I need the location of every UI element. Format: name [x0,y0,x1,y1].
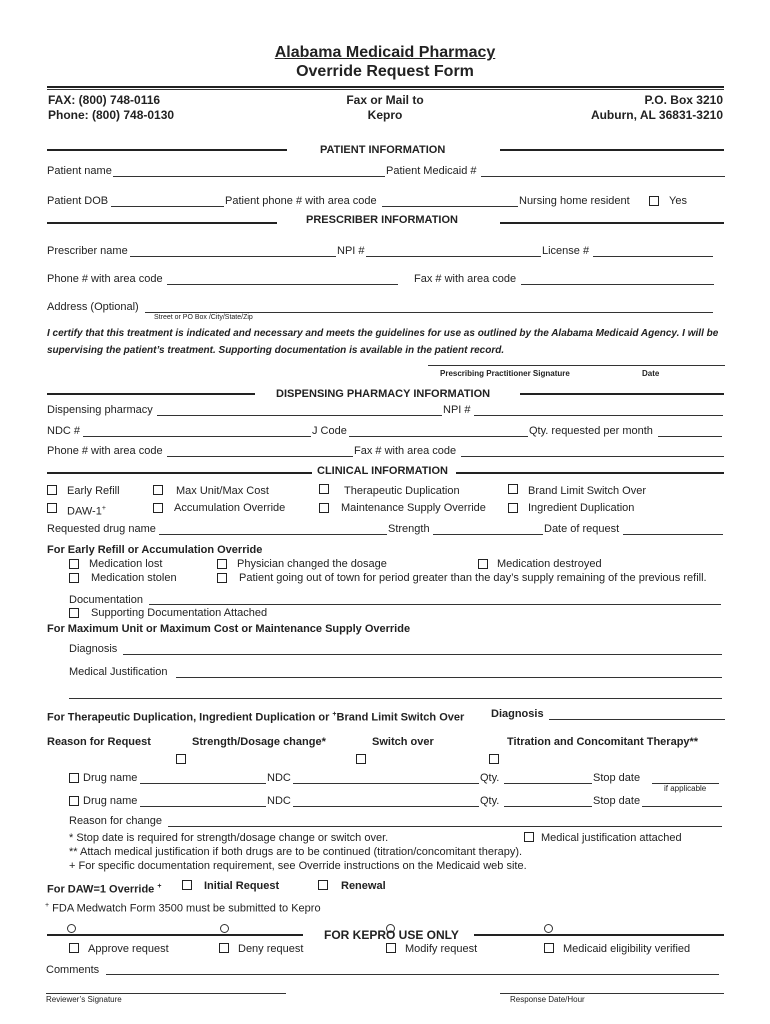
brand-limit-label: Brand Limit Switch Over [528,485,646,497]
prescriber-name-label: Prescriber name [47,245,128,257]
dispensing-npi-field[interactable] [474,415,723,416]
title-line2: Override Request Form [296,63,474,80]
ingredient-dup-label: Ingredient Duplication [528,502,635,514]
therapeutic-section-title [47,708,464,725]
drug-name-2-checkbox[interactable] [69,796,79,806]
ndc-1-label: NDC [267,772,291,784]
section-rule-left [47,149,287,151]
daw1-text: DAW-1 [67,505,102,518]
out-of-town-checkbox[interactable] [217,573,227,583]
comments-field[interactable] [106,974,719,975]
modify-checkbox[interactable] [386,943,396,953]
kepro-section-title: FOR KEPRO USE ONLY [324,928,459,942]
section-rule-right [500,149,724,151]
reason-for-request-label: Reason for Request [47,736,151,748]
section-rule-right [500,222,724,224]
po-box: P.O. Box 3210 [644,93,723,107]
early-refill-label: Early Refill [67,485,120,497]
patient-name-field[interactable] [113,176,385,177]
switch-over-label: Switch over [372,736,434,748]
city-state-zip: Auburn, AL 36831-3210 [590,108,723,122]
radio-marker [544,924,553,933]
patient-section-title: PATIENT INFORMATION [320,144,446,156]
approve-checkbox[interactable] [69,943,79,953]
prescriber-section-title: PRESCRIBER INFORMATION [306,214,458,226]
prescriber-signature-field[interactable] [428,365,725,366]
nursing-home-yes-label: Yes [669,195,687,207]
daw-title-text: For DAW=1 Override [47,883,155,896]
section-rule-right [520,393,724,395]
section-rule-left [47,222,277,224]
prescriber-phone-field[interactable] [167,284,398,285]
section-rule-right [456,472,724,474]
ndc-2-field[interactable] [293,806,479,807]
therapeutic-title-text: For Therapeutic Duplication, Ingredient Duplication or [47,711,330,724]
ndc-field[interactable] [83,436,311,437]
qty-2-field[interactable] [504,806,592,807]
dispensing-pharmacy-label: Dispensing pharmacy [47,404,153,416]
qty-1-label: Qty. [480,772,500,784]
certification-text [47,325,718,359]
titration-label: Titration and Concomitant Therapy** [507,736,699,748]
qty-per-month-field[interactable] [658,436,722,437]
therapeutic-dup-checkbox[interactable] [319,484,329,494]
response-date-label: Response Date/Hour [510,995,585,1004]
out-of-town-label: Patient going out of town for period greater than the day’s supply remaining of the previous refill. [239,572,707,584]
prescriber-name-field[interactable] [130,256,336,257]
ingredient-dup-checkbox[interactable] [508,503,518,513]
drug-name-2-label: Drug name [83,795,138,807]
medical-justification-label: Medical Justification [69,666,168,678]
dosage-changed-checkbox[interactable] [217,559,227,569]
modify-label: Modify request [405,943,478,955]
drug-name-1-checkbox[interactable] [69,773,79,783]
address-hint: Street or PO Box /City/State/Zip [154,314,253,321]
max-unit-section-title: For Maximum Unit or Maximum Cost or Maintenance Supply Override [47,623,411,635]
nursing-home-yes-checkbox[interactable] [649,196,659,206]
certify-line1: I certify that this treatment is indicated and necessary and meets the guidelines for use as outlined by the Alabama Medicaid Agency. I will be [47,328,719,339]
fax-number: FAX: (800) 748-0116 [48,93,161,107]
dosage-changed-label: Physician changed the dosage [237,558,387,570]
kepro-label: Kepro [367,108,403,122]
titration-checkbox[interactable] [489,754,499,764]
response-date-field[interactable] [500,993,724,994]
strength-change-checkbox[interactable] [176,754,186,764]
fda-note [45,899,321,916]
initial-request-label: Initial Request [204,880,280,892]
date-of-request-label: Date of request [544,523,620,535]
dispensing-npi-label: NPI # [443,404,471,416]
med-justification-label: Medical justification attached [541,832,682,844]
medication-destroyed-checkbox[interactable] [478,559,488,569]
address-field[interactable] [145,312,713,313]
medical-justification-field-2[interactable] [69,698,722,699]
ndc-label: NDC # [47,425,81,437]
daw-section-title [47,880,161,897]
comments-label: Comments [46,964,100,976]
date-of-request-field[interactable] [623,534,723,535]
header-rule [47,86,724,88]
patient-medicaid-label: Patient Medicaid # [386,165,477,177]
qty-per-month-label: Qty. requested per month [529,425,653,437]
prescriber-npi-field[interactable] [366,256,541,257]
patient-medicaid-field[interactable] [481,176,725,177]
therapeutic-title-mark: + [332,711,337,718]
therapeutic-dup-label: Therapeutic Duplication [344,485,460,497]
clinical-section-title: CLINICAL INFORMATION [317,465,448,477]
strength-change-label: Strength/Dosage change* [192,736,326,748]
stop-date-2-label: Stop date [593,795,641,807]
deny-checkbox[interactable] [219,943,229,953]
jcode-field[interactable] [349,436,528,437]
section-rule-left [47,934,303,936]
header-rule-thin [47,89,724,90]
patient-phone-label: Patient phone # with area code [225,195,377,207]
renewal-label: Renewal [341,880,386,892]
prescriber-phone-label: Phone # with area code [47,273,163,285]
section-rule-left [47,472,312,474]
medication-stolen-checkbox[interactable] [69,573,79,583]
max-unit-label: Max Unit/Max Cost [176,485,269,497]
reason-for-change-field[interactable] [168,826,722,827]
fax-or-mail-label: Fax or Mail to [346,93,424,107]
stop-date-2-field[interactable] [642,806,722,807]
prescriber-npi-label: NPI # [337,245,365,257]
qty-1-field[interactable] [504,783,592,784]
med-justification-checkbox[interactable] [524,832,534,842]
pharmacy-phone-label: Phone # with area code [47,445,163,457]
nursing-home-label: Nursing home resident [519,195,630,207]
medication-stolen-label: Medication stolen [91,572,177,584]
patient-dob-label: Patient DOB [47,195,109,207]
daw1-label [67,502,106,519]
pharmacy-phone-field[interactable] [167,456,353,457]
prescriber-fax-field[interactable] [521,284,714,285]
patient-name-label: Patient name [47,165,112,177]
renewal-checkbox[interactable] [318,880,328,890]
strength-field[interactable] [433,534,543,535]
therapeutic-title-end: Brand Limit Switch Over [336,711,465,724]
daw-title-mark: + [157,883,162,890]
fda-mark: + [45,902,50,909]
radio-marker [220,924,229,933]
medication-lost-label: Medication lost [89,558,163,570]
ndc-2-label: NDC [267,795,291,807]
requested-drug-field[interactable] [159,534,387,535]
contact-block [48,93,174,123]
reviewer-signature-label: Reviewer’s Signature [46,995,122,1004]
certify-line2: supervising the patient’s treatment. Supporting documentation is available in the patient record. [47,345,505,356]
diagnosis-field[interactable] [123,654,722,655]
medication-lost-checkbox[interactable] [69,559,79,569]
medical-justification-field[interactable] [176,677,722,678]
note-stop-date: * Stop date is required for strength/dosage change or switch over. [69,832,389,844]
date-label: Date [642,369,660,378]
phone-number: Phone: (800) 748-0130 [48,108,175,122]
reviewer-signature-field[interactable] [46,993,286,994]
eligibility-label: Medicaid eligibility verified [563,943,691,955]
brand-limit-checkbox[interactable] [508,484,518,494]
if-applicable-note: if applicable [664,784,707,793]
jcode-label: J Code [312,425,347,437]
dispensing-section-title: DISPENSING PHARMACY INFORMATION [276,388,491,400]
daw1-mark: + [101,505,106,512]
license-field[interactable] [593,256,713,257]
documentation-field[interactable] [149,604,721,605]
section-rule-left [47,393,255,395]
early-refill-section-title: For Early Refill or Accumulation Override [47,544,263,556]
pharmacy-fax-field[interactable] [461,456,724,457]
maintenance-checkbox[interactable] [319,503,329,513]
patient-dob-field[interactable] [111,206,224,207]
note-attach-justification: ** Attach medical justification if both drugs are to be continued (titration/concomitant therapy). [69,846,523,858]
therapeutic-diagnosis-field[interactable] [549,719,725,720]
drug-name-2-field[interactable] [140,806,266,807]
diagnosis-label: Diagnosis [69,643,118,655]
fda-note-text: FDA Medwatch Form 3500 must be submitted to Kepro [52,902,321,915]
therapeutic-diagnosis-label: Diagnosis [491,708,544,720]
title-line1: Alabama Medicaid Pharmacy [274,44,496,61]
ndc-1-field[interactable] [293,783,479,784]
medication-destroyed-label: Medication destroyed [497,558,602,570]
documentation-label: Documentation [69,594,143,606]
license-label: License # [542,245,590,257]
approve-label: Approve request [88,943,169,955]
supporting-doc-checkbox[interactable] [69,608,79,618]
qty-2-label: Qty. [480,795,500,807]
eligibility-checkbox[interactable] [544,943,554,953]
daw1-checkbox[interactable] [47,503,57,513]
signature-label: Prescribing Practitioner Signature [440,369,570,378]
reason-for-change-label: Reason for change [69,815,162,827]
stop-date-1-label: Stop date [593,772,641,784]
accumulation-checkbox[interactable] [153,503,163,513]
max-unit-checkbox[interactable] [153,485,163,495]
prescriber-fax-label: Fax # with area code [414,273,517,285]
address-label: Address (Optional) [47,301,139,313]
note-documentation: + For specific documentation requirement, see Override instructions on the Medicaid web site. [69,860,527,872]
radio-marker [67,924,76,933]
dispensing-pharmacy-field[interactable] [157,415,442,416]
mail-to-block [285,93,485,123]
initial-request-checkbox[interactable] [182,880,192,890]
pharmacy-fax-label: Fax # with area code [354,445,457,457]
drug-name-1-label: Drug name [83,772,138,784]
form-title [0,43,770,81]
section-rule-right [474,934,724,936]
deny-label: Deny request [238,943,304,955]
address-block [591,93,723,123]
supporting-doc-label: Supporting Documentation Attached [91,607,268,619]
strength-label: Strength [388,523,430,535]
patient-phone-field[interactable] [382,206,518,207]
early-refill-checkbox[interactable] [47,485,57,495]
accumulation-label: Accumulation Override [174,502,286,514]
switch-over-checkbox[interactable] [356,754,366,764]
requested-drug-label: Requested drug name [47,523,156,535]
drug-name-1-field[interactable] [140,783,266,784]
maintenance-label: Maintenance Supply Override [341,502,486,514]
